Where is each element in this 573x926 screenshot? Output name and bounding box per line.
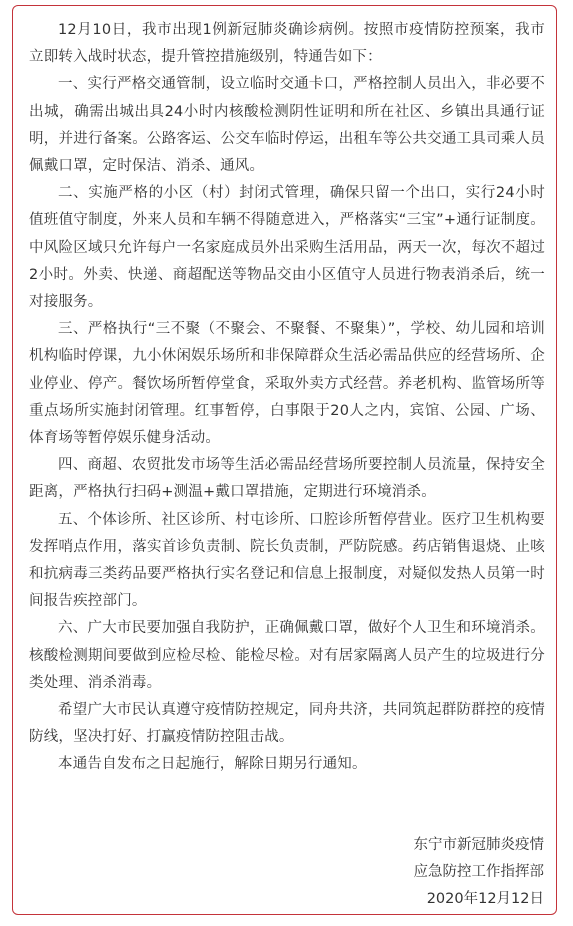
notice-paragraph-1: 一、实行严格交通管制，设立临时交通卡口，严格控制人员出入，非必要不出城，确需出城出具24小时内核酸检测阴性证明和所在社区、乡镇出具通行证明，并进行备案。公路客运、公交车临时停运，出租车等公共交通工具司乘人员佩戴口罩，定时保洁、消杀、通风。: [29, 76, 545, 175]
notice-paragraph-appeal: 希望广大市民认真遵守疫情防控规定，同舟共济，共同筑起群防群控的疫情防线，坚决打好、打赢疫情防控阻击战。: [29, 702, 545, 746]
notice-signature: [414, 832, 545, 913]
signature-date: 2020年12月12日: [426, 891, 544, 907]
notice-paragraph-intro: 12月10日，我市出现1例新冠肺炎确诊病例。按照市疫情防控预案，我市立即转入战时状态，提升管控措施级别，特通告如下：: [29, 22, 545, 66]
notice-body: [29, 17, 545, 779]
notice-paragraph-4: 四、商超、农贸批发市场等生活必需品经营场所要控制人员流量，保持安全距离，严格执行扫码+测温+戴口罩措施，定期进行环境消杀。: [29, 457, 545, 501]
notice-paragraph-3: 三、严格执行“三不聚（不聚会、不聚餐、不聚集）”，学校、幼儿园和培训机构临时停课，九小休闲娱乐场所和非保障群众生活必需品供应的经营场所、企业停业、停产。餐饮场所暂停堂食，采取外卖方式经营。养老机构、监管场所等重点场所实施封闭管理。红事暂停，白事限于20人之内，宾馆、公园、广场、体育场等暂停娱乐健身活动。: [29, 321, 545, 447]
notice-paragraph-effective: 本通告自发布之日起施行，解除日期另行通知。: [58, 756, 367, 773]
notice-paragraph-6: 六、广大市民要加强自我防护，正确佩戴口罩，做好个人卫生和环境消杀。核酸检测期间要做到应检尽检、能检尽检。对有居家隔离人员产生的垃圾进行分类处理、消杀消毒。: [29, 620, 545, 691]
notice-paragraph-5: 五、个体诊所、社区诊所、村屯诊所、口腔诊所暂停营业。医疗卫生机构要发挥哨点作用，落实首诊负责制、院长负责制，严防院感。药店销售退烧、止咳和抗病毒三类药品要严格执行实名登记和信息上报制度，对疑似发热人员第一时间报告疾控部门。: [29, 511, 545, 610]
notice-paragraph-2: 二、实施严格的小区（村）封闭式管理，确保只留一个出口，实行24小时值班值守制度，外来人员和车辆不得随意进入，严格落实“三宝”+通行证制度。中风险区域只允许每户一名家庭成员外出采购生活用品，两天一次，每次不超过2小时。外卖、快递、商超配送等物品交由小区值守人员进行物表消杀后，统一对接服务。: [29, 185, 545, 311]
signature-org-line1: 东宁市新冠肺炎疫情: [413, 837, 544, 853]
signature-org-line2: 应急防控工作指挥部: [413, 864, 544, 880]
